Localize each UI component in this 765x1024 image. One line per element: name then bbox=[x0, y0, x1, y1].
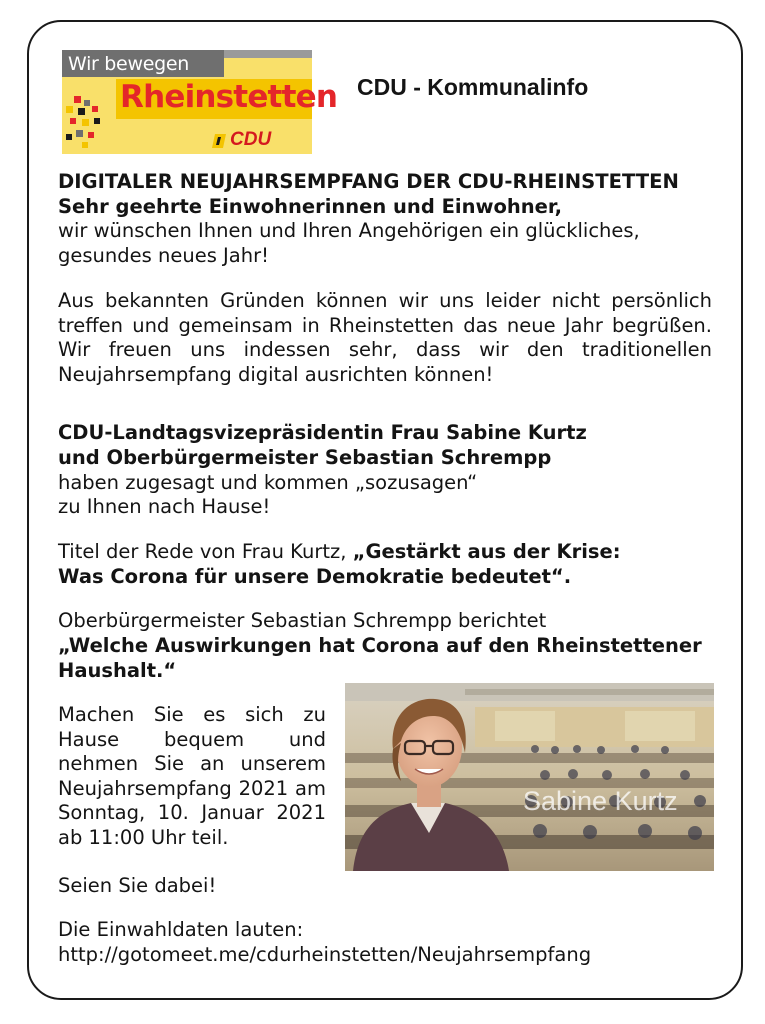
report-title-2: Haushalt.“ bbox=[58, 659, 177, 682]
headline: DIGITALER NEUJAHRSEMPFANG DER CDU-RHEINSTETTEN bbox=[58, 170, 679, 193]
logo-main-band bbox=[116, 79, 338, 119]
rheinstetten-logo bbox=[62, 50, 338, 154]
speech-line-1 bbox=[58, 540, 621, 565]
guests-text-2: zu Ihnen nach Hause! bbox=[58, 495, 271, 518]
logo-top-text: Wir bewegen bbox=[68, 53, 189, 75]
logo-main-text: Rheinstetten bbox=[120, 79, 338, 115]
speech-title-1: „Gestärkt aus der Krise: bbox=[352, 540, 621, 563]
photo-caption: Sabine Kurtz bbox=[523, 786, 678, 816]
paragraph-reasons: Aus bekannten Gründen können wir uns leider nicht persönlich treffen und gemeinsam in Rheinstetten das neue Jahr begrüßen. Wir freuen uns indessen sehr, dass wir den traditionellen Neujahrsempfang digital ausrichten können! bbox=[58, 289, 712, 386]
page-title: CDU - Kommunalinfo bbox=[357, 74, 589, 100]
salutation: Sehr geehrte Einwohnerinnen und Einwohner, bbox=[58, 195, 563, 218]
guests-line-1: CDU-Landtagsvizepräsidentin Frau Sabine Kurtz bbox=[58, 421, 587, 444]
call-to-action: Seien Sie dabei! bbox=[58, 874, 217, 897]
guests-line-2: und Oberbürgermeister Sebastian Schrempp bbox=[58, 446, 552, 469]
dial-label: Die Einwahldaten lauten: bbox=[58, 918, 304, 941]
guests-text-1: haben zugesagt und kommen „sozusagen“ bbox=[58, 471, 478, 494]
sabine-kurtz-photo bbox=[345, 683, 714, 871]
report-intro: Oberbürgermeister Sebastian Schrempp berichtet bbox=[58, 609, 547, 632]
wish-line-2: gesundes neues Jahr! bbox=[58, 244, 269, 267]
logo-cdu-text: CDU bbox=[230, 129, 272, 150]
pixel-pattern-icon bbox=[62, 92, 112, 152]
cdu-flag-icon bbox=[212, 134, 226, 148]
logo-gray-band bbox=[224, 50, 312, 58]
speech-title-2: Was Corona für unsere Demokratie bedeutet“. bbox=[58, 565, 572, 588]
wish-line-1: wir wünschen Ihnen und Ihren Angehörigen ein glückliches, bbox=[58, 219, 640, 242]
dial-url: http://gotomeet.me/cdurheinstetten/Neujahrsempfang bbox=[58, 943, 592, 966]
speech-intro: Titel der Rede von Frau Kurtz, bbox=[58, 540, 353, 563]
report-title-1: „Welche Auswirkungen hat Corona auf den Rheinstettener bbox=[58, 634, 702, 657]
logo-top-band bbox=[62, 50, 224, 77]
invite-paragraph: Machen Sie es sich zu Hause bequem und nehmen Sie an unserem Neujahrsempfang 2021 am Sonntag, 10. Januar 2021 ab 11:00 Uhr teil. bbox=[58, 703, 326, 849]
